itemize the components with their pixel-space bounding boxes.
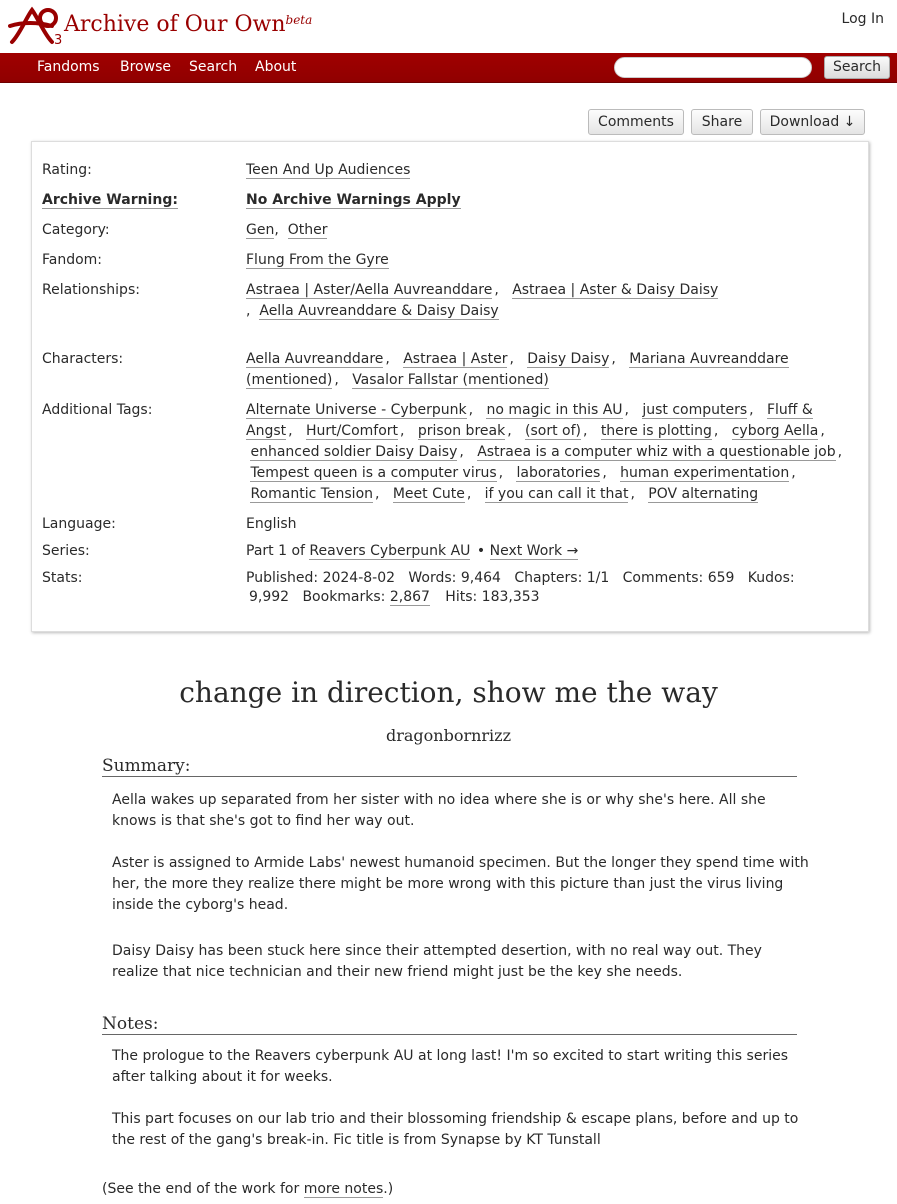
author-link[interactable]: dragonbornrizz [385, 726, 512, 745]
bookmarks-label: Bookmarks: [302, 589, 386, 605]
site-name-text: Archive of Our Own [64, 12, 286, 37]
character-tag[interactable]: Aella Auvreanddare [246, 351, 384, 367]
comments-label: Comments: [622, 570, 704, 586]
hits-label: Hits: [445, 589, 478, 605]
published-label: Published: [246, 570, 319, 586]
character-tag-continued[interactable]: (mentioned) [246, 372, 333, 388]
notes-paragraph: The prologue to the Reavers cyberpunk AU at long last! I'm so excited to start writing this series after talking about it for weeks. [112, 1048, 788, 1085]
series-prefix: Part 1 of [246, 543, 305, 559]
freeform-tag[interactable]: (sort of) [525, 423, 581, 439]
category-tag[interactable]: Other [287, 222, 328, 238]
work-author[interactable] [0, 726, 897, 745]
freeform-tag[interactable]: no magic in this AU [486, 402, 623, 418]
summary-heading: Summary: [102, 756, 797, 777]
download-button[interactable]: Download ↓ [760, 109, 865, 135]
more-notes-link[interactable]: more notes [303, 1181, 384, 1197]
share-button[interactable]: Share [691, 109, 753, 135]
characters-label: Characters: [42, 351, 124, 367]
freeform-tag[interactable]: Meet Cute [392, 486, 465, 502]
notes-paragraph: This part focuses on our lab trio and their blossoming friendship & escape plans, before and up to the rest of the gang's break-in. Fic title is from Synapse by KT Tunstall [112, 1111, 799, 1148]
category-tag[interactable]: Gen [246, 222, 275, 238]
character-tag[interactable]: Daisy Daisy [527, 351, 610, 367]
freeform-tag-continued[interactable]: Angst [246, 423, 287, 439]
end-note-prefix: (See the end of the work for [102, 1181, 300, 1197]
words-value: 9,464 [460, 570, 501, 586]
character-tag[interactable]: Vasalor Fallstar (mentioned) [352, 372, 549, 388]
freeform-tag[interactable]: there is plotting [600, 423, 712, 439]
category-label: Category: [42, 222, 110, 238]
character-tag[interactable]: Mariana Auvreanddare [629, 351, 789, 367]
stats-line-1 [246, 570, 795, 586]
series-info [246, 543, 580, 559]
published-value: 2024-8-02 [322, 570, 396, 586]
tags-label: Additional Tags: [42, 402, 153, 418]
stats-line-2 [249, 589, 540, 605]
warning-label[interactable]: Archive Warning: [42, 192, 178, 208]
next-work-link[interactable]: Next Work → [489, 543, 579, 559]
series-link[interactable]: Reavers Cyberpunk AU [309, 543, 471, 559]
site-header [0, 0, 897, 52]
words-label: Words: [408, 570, 457, 586]
relationship-tag[interactable]: Astraea | Aster/Aella Auvreanddare [246, 282, 493, 298]
language-label: Language: [42, 516, 116, 532]
search-button[interactable]: Search [824, 56, 890, 79]
fandom-tag[interactable]: Flung From the Gyre [246, 252, 389, 268]
series-label: Series: [42, 543, 90, 559]
work-title: change in direction, show me the way [179, 676, 718, 709]
ao3-logo-icon[interactable] [8, 4, 64, 52]
language-value: English [246, 516, 297, 532]
chapters-label: Chapters: [514, 570, 583, 586]
rating-tag[interactable]: Teen And Up Audiences [246, 162, 411, 178]
bookmarks-link[interactable]: 2,867 [389, 589, 430, 605]
freeform-tag[interactable]: Fluff & [766, 402, 813, 418]
freeform-tag[interactable]: laboratories [516, 465, 601, 481]
comments-value: 659 [707, 570, 735, 586]
character-tag[interactable]: Astraea | Aster [403, 351, 508, 367]
end-note-suffix: .) [383, 1181, 394, 1197]
freeform-tag[interactable]: POV alternating [648, 486, 759, 502]
beta-label: beta [285, 13, 313, 27]
warning-tag[interactable]: No Archive Warnings Apply [246, 192, 461, 208]
freeform-tag[interactable]: if you can call it that [484, 486, 629, 502]
stats-label: Stats: [42, 570, 83, 586]
notes-heading: Notes: [102, 1014, 797, 1035]
kudos-value: 9,992 [249, 589, 290, 605]
hits-value: 183,353 [481, 589, 540, 605]
nav-fandoms[interactable]: Fandoms [37, 59, 100, 75]
series-bullet: • [476, 543, 486, 559]
freeform-tag[interactable]: cyborg Aella [731, 423, 819, 439]
kudos-label: Kudos: [747, 570, 795, 586]
search-input[interactable] [614, 57, 812, 78]
freeform-tag[interactable]: prison break [417, 423, 506, 439]
freeform-tag[interactable]: enhanced soldier Daisy Daisy [250, 444, 458, 460]
comments-button[interactable]: Comments [588, 109, 684, 135]
svg-text:3: 3 [54, 33, 63, 48]
freeform-tag[interactable]: Astraea is a computer whiz with a questionable job [477, 444, 836, 460]
nav-about[interactable]: About [255, 59, 297, 75]
summary-paragraph: Daisy Daisy has been stuck here since their attempted desertion, with no real way out. They realize that nice technician and their new friend might just be the key she needs. [112, 943, 762, 980]
primary-nav [0, 53, 897, 83]
relationships-label: Relationships: [42, 282, 140, 298]
freeform-tag[interactable]: Alternate Universe - Cyberpunk [246, 402, 467, 418]
freeform-tag[interactable]: Romantic Tension [250, 486, 374, 502]
rating-label: Rating: [42, 162, 92, 178]
comma-sep: , [274, 222, 279, 238]
site-name[interactable] [64, 12, 312, 37]
freeform-tag[interactable]: Hurt/Comfort [305, 423, 399, 439]
freeform-tag[interactable]: just computers [642, 402, 748, 418]
chapters-value: 1/1 [586, 570, 610, 586]
summary-paragraph: Aster is assigned to Armide Labs' newest humanoid specimen. But the longer they spend time with her, the more they realize there might be more wrong with this picture than just the virus living inside the cyborg's head. [112, 855, 809, 913]
nav-search[interactable]: Search [189, 59, 238, 75]
end-notes-line [102, 1179, 802, 1200]
relationship-tag[interactable]: Astraea | Aster & Daisy Daisy [512, 282, 719, 298]
nav-browse[interactable]: Browse [120, 59, 171, 75]
freeform-tag[interactable]: human experimentation [620, 465, 790, 481]
relationship-tag[interactable]: Aella Auvreanddare & Daisy Daisy [259, 303, 499, 319]
freeform-tag[interactable]: Tempest queen is a computer virus [250, 465, 497, 481]
login-link[interactable]: Log In [841, 11, 884, 27]
summary-paragraph: Aella wakes up separated from her sister with no idea where she is or why she's here. All she knows is that she's got to find her way out. [112, 792, 766, 829]
fandom-label: Fandom: [42, 252, 103, 268]
